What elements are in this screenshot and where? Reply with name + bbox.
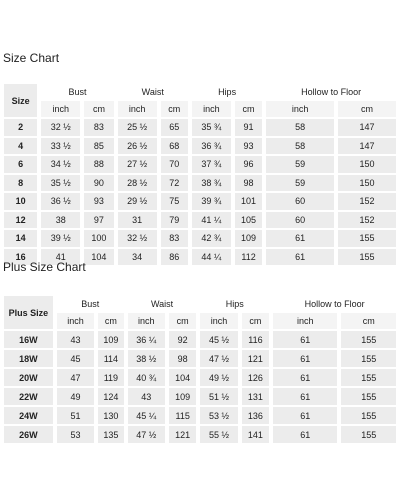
measurement-cell: 101 xyxy=(235,193,262,210)
size-row xyxy=(4,119,396,136)
measurement-cell: 31 xyxy=(118,212,157,229)
plus-size-row xyxy=(4,426,396,443)
unit-header: inch xyxy=(266,101,334,117)
measurement-cell: 53 xyxy=(57,426,94,443)
waist-header: Waist xyxy=(141,86,164,97)
measurement-cell: 155 xyxy=(338,230,396,247)
unit-header: cm xyxy=(338,101,396,117)
measurement-cell: 115 xyxy=(169,407,197,424)
measurement-cell: 85 xyxy=(84,138,113,155)
measurement-cell: 86 xyxy=(161,249,188,266)
measurement-cell: 119 xyxy=(98,369,124,386)
unit-header: inch xyxy=(41,101,80,117)
plus-size-row xyxy=(4,407,396,424)
measurement-cell: 49 ½ xyxy=(200,369,237,386)
unit-header: inch xyxy=(128,313,165,329)
measurement-cell: 130 xyxy=(98,407,124,424)
unit-header: cm xyxy=(169,313,197,329)
measurement-cell: 114 xyxy=(98,350,124,367)
size-row xyxy=(4,230,396,247)
measurement-cell: 91 xyxy=(235,119,262,136)
size-label-cell: 20W xyxy=(4,369,53,386)
measurement-cell: 112 xyxy=(235,249,262,266)
unit-header: inch xyxy=(273,313,337,329)
measurement-cell: 25 ½ xyxy=(118,119,157,136)
measurement-cell: 49 xyxy=(57,388,94,405)
measurement-cell: 61 xyxy=(273,350,337,367)
size-label-cell: 6 xyxy=(4,156,37,173)
size-label-cell: 12 xyxy=(4,212,37,229)
unit-header: cm xyxy=(341,313,396,329)
measurement-cell: 93 xyxy=(235,138,262,155)
measurement-cell: 126 xyxy=(242,369,270,386)
size-label-cell: 24W xyxy=(4,407,53,424)
measurement-cell: 155 xyxy=(341,426,396,443)
measurement-cell: 38 ¾ xyxy=(192,175,231,192)
measurement-cell: 47 xyxy=(57,369,94,386)
size-label-cell: 4 xyxy=(4,138,37,155)
unit-header: cm xyxy=(98,313,124,329)
size-label-cell: 26W xyxy=(4,426,53,443)
measurement-cell: 43 xyxy=(57,331,94,348)
measurement-cell: 47 ½ xyxy=(128,426,165,443)
hips-header: Hips xyxy=(218,86,237,97)
measurement-cell: 109 xyxy=(169,388,197,405)
measurement-cell: 32 ½ xyxy=(118,230,157,247)
measurement-cell: 135 xyxy=(98,426,124,443)
measurement-cell: 83 xyxy=(161,230,188,247)
measurement-cell: 35 ½ xyxy=(41,175,80,192)
measurement-cell: 147 xyxy=(338,119,396,136)
measurement-cell: 121 xyxy=(242,350,270,367)
measurement-cell: 38 xyxy=(41,212,80,229)
measurement-cell: 155 xyxy=(341,407,396,424)
size-label-cell: 16W xyxy=(4,331,53,348)
measurement-cell: 98 xyxy=(235,175,262,192)
waist-header: Waist xyxy=(150,298,174,309)
bust-header: Bust xyxy=(81,298,100,309)
measurement-cell: 61 xyxy=(273,369,337,386)
measurement-cell: 104 xyxy=(169,369,197,386)
measurement-cell: 109 xyxy=(235,230,262,247)
measurement-cell: 47 ½ xyxy=(200,350,237,367)
plus-size-chart-table xyxy=(0,294,400,445)
size-label-cell: 22W xyxy=(4,388,53,405)
measurement-cell: 28 ½ xyxy=(118,175,157,192)
size-label-cell: 2 xyxy=(4,119,37,136)
measurement-cell: 150 xyxy=(338,175,396,192)
measurement-cell: 42 ¾ xyxy=(192,230,231,247)
measurement-cell: 26 ½ xyxy=(118,138,157,155)
measurement-cell: 104 xyxy=(84,249,113,266)
plus-size-row xyxy=(4,388,396,405)
measurement-cell: 152 xyxy=(338,212,396,229)
measurement-cell: 41 xyxy=(41,249,80,266)
measurement-cell: 59 xyxy=(266,156,334,173)
measurement-cell: 88 xyxy=(84,156,113,173)
measurement-cell: 37 ¾ xyxy=(192,156,231,173)
measurement-cell: 155 xyxy=(341,369,396,386)
measurement-cell: 141 xyxy=(242,426,270,443)
measurement-cell: 58 xyxy=(266,119,334,136)
measurement-cell: 36 ¼ xyxy=(128,331,165,348)
measurement-cell: 79 xyxy=(161,212,188,229)
measurement-cell: 61 xyxy=(273,407,337,424)
measurement-cell: 45 xyxy=(57,350,94,367)
hollow-to-floor-header: Hollow to Floor xyxy=(304,298,365,309)
measurement-cell: 109 xyxy=(98,331,124,348)
measurement-cell: 150 xyxy=(338,156,396,173)
size-row xyxy=(4,212,396,229)
hips-header: Hips xyxy=(225,298,244,309)
measurement-cell: 75 xyxy=(161,193,188,210)
measurement-cell: 96 xyxy=(235,156,262,173)
measurement-cell: 34 xyxy=(118,249,157,266)
measurement-cell: 38 ½ xyxy=(128,350,165,367)
measurement-cell: 51 xyxy=(57,407,94,424)
measurement-cell: 92 xyxy=(169,331,197,348)
plus-size-column-header: Plus Size xyxy=(4,296,53,329)
size-row xyxy=(4,193,396,210)
measurement-cell: 32 ½ xyxy=(41,119,80,136)
measurement-cell: 61 xyxy=(273,331,337,348)
measurement-cell: 53 ½ xyxy=(200,407,237,424)
size-label-cell: 14 xyxy=(4,230,37,247)
measurement-cell: 131 xyxy=(242,388,270,405)
measurement-cell: 55 ½ xyxy=(200,426,237,443)
unit-header: cm xyxy=(84,101,113,117)
size-chart-table xyxy=(0,82,400,267)
size-row xyxy=(4,156,396,173)
hollow-to-floor-header: Hollow to Floor xyxy=(301,86,362,97)
measurement-cell: 83 xyxy=(84,119,113,136)
measurement-cell: 155 xyxy=(341,350,396,367)
measurement-cell: 124 xyxy=(98,388,124,405)
measurement-cell: 100 xyxy=(84,230,113,247)
measurement-cell: 61 xyxy=(266,249,334,266)
measurement-cell: 45 ¼ xyxy=(128,407,165,424)
plus-size-row xyxy=(4,350,396,367)
measurement-cell: 58 xyxy=(266,138,334,155)
measurement-cell: 34 ½ xyxy=(41,156,80,173)
size-row xyxy=(4,138,396,155)
size-row xyxy=(4,175,396,192)
measurement-cell: 155 xyxy=(341,388,396,405)
measurement-cell: 65 xyxy=(161,119,188,136)
size-label-cell: 16 xyxy=(4,249,37,266)
measurement-cell: 116 xyxy=(242,331,270,348)
measurement-cell: 43 xyxy=(128,388,165,405)
measurement-cell: 40 ¾ xyxy=(128,369,165,386)
bust-header: Bust xyxy=(68,86,87,97)
measurement-cell: 98 xyxy=(169,350,197,367)
measurement-cell: 51 ½ xyxy=(200,388,237,405)
size-label-cell: 8 xyxy=(4,175,37,192)
measurement-cell: 59 xyxy=(266,175,334,192)
unit-header: inch xyxy=(192,101,231,117)
measurement-cell: 29 ½ xyxy=(118,193,157,210)
measurement-cell: 35 ¾ xyxy=(192,119,231,136)
measurement-cell: 93 xyxy=(84,193,113,210)
measurement-cell: 41 ¼ xyxy=(192,212,231,229)
measurement-cell: 136 xyxy=(242,407,270,424)
measurement-cell: 155 xyxy=(341,331,396,348)
measurement-cell: 61 xyxy=(273,426,337,443)
measurement-cell: 60 xyxy=(266,212,334,229)
measurement-cell: 121 xyxy=(169,426,197,443)
measurement-cell: 155 xyxy=(338,249,396,266)
unit-header: cm xyxy=(235,101,262,117)
measurement-cell: 44 ¼ xyxy=(192,249,231,266)
unit-header: inch xyxy=(57,313,94,329)
measurement-cell: 60 xyxy=(266,193,334,210)
measurement-cell: 61 xyxy=(266,230,334,247)
size-label-cell: 18W xyxy=(4,350,53,367)
measurement-cell: 61 xyxy=(273,388,337,405)
unit-header: cm xyxy=(161,101,188,117)
measurement-cell: 152 xyxy=(338,193,396,210)
unit-header: cm xyxy=(242,313,270,329)
measurement-cell: 97 xyxy=(84,212,113,229)
measurement-cell: 68 xyxy=(161,138,188,155)
unit-header: inch xyxy=(200,313,237,329)
plus-size-chart-title: Plus Size Chart xyxy=(3,260,86,274)
measurement-cell: 72 xyxy=(161,175,188,192)
measurement-cell: 36 ½ xyxy=(41,193,80,210)
measurement-cell: 45 ½ xyxy=(200,331,237,348)
measurement-cell: 27 ½ xyxy=(118,156,157,173)
measurement-cell: 39 ½ xyxy=(41,230,80,247)
measurement-cell: 147 xyxy=(338,138,396,155)
size-chart-title: Size Chart xyxy=(3,51,60,65)
measurement-cell: 36 ¾ xyxy=(192,138,231,155)
measurement-cell: 33 ½ xyxy=(41,138,80,155)
measurement-cell: 90 xyxy=(84,175,113,192)
plus-size-row xyxy=(4,369,396,386)
size-label-cell: 10 xyxy=(4,193,37,210)
measurement-cell: 105 xyxy=(235,212,262,229)
plus-size-row xyxy=(4,331,396,348)
measurement-cell: 39 ¾ xyxy=(192,193,231,210)
unit-header: inch xyxy=(118,101,157,117)
size-column-header: Size xyxy=(4,84,37,117)
measurement-cell: 70 xyxy=(161,156,188,173)
